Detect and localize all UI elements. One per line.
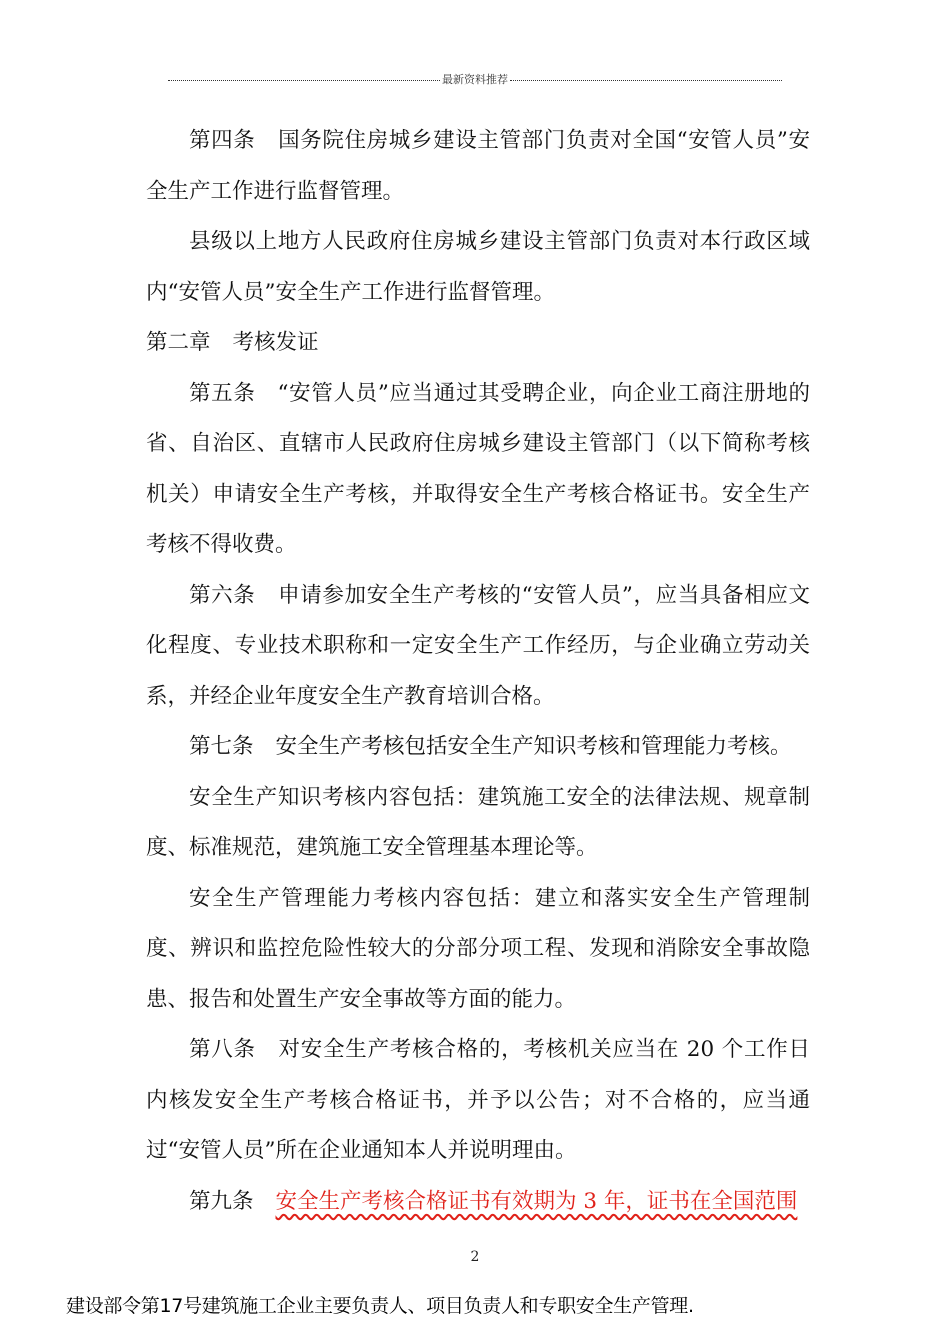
header-dotted-line-right <box>510 80 782 81</box>
article-4-text: 国务院住房城乡建设主管部门负责对全国“安管人员”安全生产工作进行监督管理。 <box>146 128 810 204</box>
chapter-2-title: 考核发证 <box>232 330 319 355</box>
chapter-2-label: 第二章 <box>146 330 211 355</box>
page-number: 2 <box>470 1249 480 1265</box>
article-6-paragraph <box>146 571 810 723</box>
article-9-label: 第九条 <box>189 1188 254 1214</box>
document-body <box>146 116 810 1227</box>
article-5-paragraph <box>146 369 810 571</box>
article-4-paragraph-2 <box>146 217 810 318</box>
article-8-paragraph <box>146 1025 810 1177</box>
header-dotted-line-left <box>168 80 440 81</box>
article-7-text-3: 安全生产管理能力考核内容包括：建立和落实安全生产管理制度、辨识和监控危险性较大的分部分项工程、发现和消除安全事故隐患、报告和处置生产安全事故等方面的能力。 <box>146 885 810 1012</box>
article-4-text-2: 县级以上地方人民政府住房城乡建设主管部门负责对本行政区域内“安管人员”安全生产工作进行监督管理。 <box>146 229 810 305</box>
article-8-text: 对安全生产考核合格的，考核机关应当在 20 个工作日内核发安全生产考核合格证书，并予以公告；对不合格的，应当通过“安管人员”所在企业通知本人并说明理由。 <box>146 1037 810 1163</box>
article-9-paragraph <box>146 1177 810 1228</box>
article-6-text: 申请参加安全生产考核的“安管人员”，应当具备相应文化程度、专业技术职称和一定安全生产工作经历，与企业确立劳动关系，并经企业年度安全生产教育培训合格。 <box>146 582 810 709</box>
article-7-text: 安全生产考核包括安全生产知识考核和管理能力考核。 <box>275 734 792 759</box>
article-5-text: “安管人员”应当通过其受聘企业，向企业工商注册地的省、自治区、直辖市人民政府住房城乡建设主管部门（以下简称考核机关）申请安全生产考核，并取得安全生产考核合格证书。安全生产考核不得收费。 <box>146 380 810 557</box>
article-9-highlighted-text: 安全生产考核合格证书有效期为 3 年，证书在全国范围 <box>275 1188 798 1214</box>
chapter-2-heading <box>146 318 810 369</box>
article-4-label: 第四条 <box>189 128 256 153</box>
article-7-paragraph-3 <box>146 874 810 1026</box>
article-7-label: 第七条 <box>189 734 254 759</box>
header-text: 最新资料推荐 <box>442 73 508 86</box>
page-header <box>168 70 782 88</box>
article-8-label: 第八条 <box>189 1037 256 1062</box>
article-6-label: 第六条 <box>189 582 256 608</box>
article-7-paragraph <box>146 722 810 773</box>
article-7-paragraph-2 <box>146 773 810 874</box>
article-7-text-2: 安全生产知识考核内容包括：建筑施工安全的法律法规、规章制度、标准规范，建筑施工安全管理基本理论等。 <box>146 784 810 860</box>
article-4-paragraph <box>146 116 810 217</box>
article-5-label: 第五条 <box>189 380 256 406</box>
footer-title: 建设部令第17号建筑施工企业主要负责人、项目负责人和专职安全生产管理. <box>66 1295 694 1317</box>
